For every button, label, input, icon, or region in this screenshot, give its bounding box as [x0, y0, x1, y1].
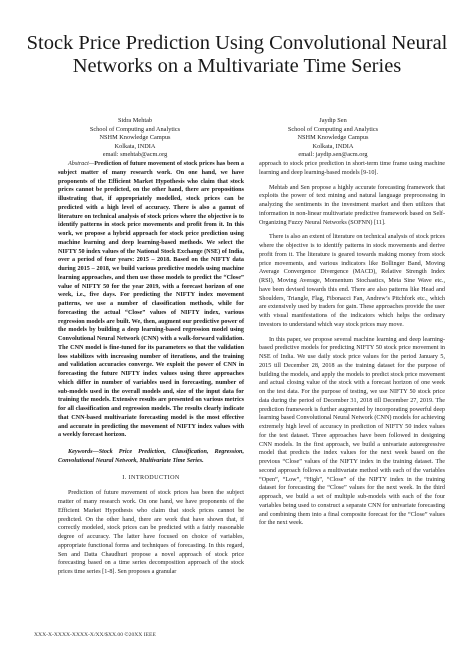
body-paragraph: There is also an extent of literature on technical analysis of stock prices where the objective is to identify patterns in stock movements and derive profit from it. The literature is geared towards making money from stock price movements, and various indicators like Bollinger Band, Moving Average Convergence Divergence (MACD), Relative Strength Index (RSI), Moving Average, Momentum Stochastics, Meta Sine Wave etc., have been devised towards this end. There are also patterns like Head and Shoulders, Triangle, Flag, Fibonacci Fan, Andrew’s Pitchfork etc., which are extensively used by traders for gain. These approaches provide the user with visual manifestations of the indicators which helps the ordinary investors to understand which way stock prices may move. [259, 234, 445, 328]
body-paragraph: Mehtab and Sen propose a highly accurate forecasting framework that exploits the power of text mining and natural language preprocessing in analyzing the sentiments in the investment market and then utilizes that information in non-linear multivariate predictive framework based on Self-Organizing Fuzzy Neural Networks (SOFNN) [11]. [259, 184, 445, 226]
author-institution: NSHM Knowledge Campus [99, 134, 171, 142]
abstract-label: Abstract— [68, 161, 95, 167]
paper-title: Stock Price Prediction Using Convolutional Neural Networks on a Multivariate Time Series [26, 32, 448, 77]
author-dept: School of Computing and Analytics [287, 125, 379, 133]
body-paragraph: approach to stock price prediction in short-term time frame using machine learning and deep learning-based models [9-10]. [259, 161, 445, 176]
author-name: Jaydip Sen [319, 117, 347, 124]
copyright-footer: XXX-X-XXXX-XXXX-X/XX/$XX.00 ©20XX IEEE [34, 632, 156, 638]
intro-paragraph: Prediction of future movement of stock prices has been the subject matter of many research work. On one hand, we have proponents of the Efficient Market Hypothesis who claim that stock prices cannot be predicted. On the other hand, there are work that have shown that, if correctly modeled, stock prices can be predicted with a fairly reasonable degree of accuracy. The latter have focused on choice of variables, appropriate functional forms and techniques of forecasting. In this regard, Sen and Datta Chaudhuri propose a novel approach of stock price forecasting based on a time series decomposition approach of the stock prices time series [1-8]. Sen proposes a granular [58, 490, 244, 575]
abstract-text: Prediction of future movement of stock prices has been a subject matter of many research work. On one hand, we have proponents of the Efficient Market Hypothesis who claim that stock prices cannot be predicted, on the other hand, there are propositions illustrating that, if appropriately modelled, stock prices can be predicted with a high level of accuracy. There is also a gamut of literature on technical analysis of stock prices where the objective is to identify patterns in stock price movements and profit from it. In this work, we propose a hybrid approach for stock price prediction using machine learning and deep learning-based methods. We select the NIFTY 50 index values of the National Stock Exchange (NSE) of India, over a period of four years: 2015 – 2018. Based on the NIFTY data during 2015 – 2018, we build various predictive models using machine learning approaches, and then use those models to predict the “Close” value of NIFTY 50 for the year 2019, with a forecast horizon of one week, i.e., five days. For predicting the NIFTY index movement patterns, we use a number of classification methods, while for forecasting the actual “Close” values of NIFTY index, various regression models are built. We, then, augment our predictive power of the models by building a deep learning-based regression model using Convolutional Neural Network (CNN) with a walk-forward validation. The CNN model is fine-tuned for its parameters so that the validation loss stabilizes with increasing number of iterations, and the training and validation accuracies converge. We exploit the power of CNN in forecasting the future NIFTY index values using three approaches which differ in number of variables used in forecasting, number of sub-models used in the overall models and, size of the input data for training the models. Extensive results are presented on various metrics for all classification and regression models. The results clearly indicate that CNN-based multivariate forecasting model is the most effective and accurate in predicting the movement of NIFTY index values with a weekly forecast horizon. [58, 161, 244, 439]
section-heading: I. INTRODUCTION [122, 474, 180, 481]
author-dept: School of Computing and Analytics [89, 125, 181, 133]
author-email: email: smehtab@acm.org [102, 151, 168, 159]
body-paragraph: In this paper, we propose several machine learning and deep learning-based predictive models for predicting NIFTY 50 stock price movement in NSE of India. We use daily stock price values for the period January 5, 2015 till December 28, 2018 as the training dataset for the purpose of building the models, and apply the models to predict stock price movement and actual closing value of the stock with a forecast horizon of one week on the test data. For the purpose of testing, we use NIFTY 50 stock price data during the period of December 31, 2018 till December 27, 2019. The prediction framework is further augmented by incorporating powerful deep learning based Convolutional Neural Network (CNN) models for achieving extremely high level of accuracy in prediction of NIFTY 50 index values for the test dataset. Three approaches have been followed in designing CNN models. In the first approach, we build a univariate autoregressive model that predicts the index values for the next week based on the previous “Close” values of the NIFTY index in the training dataset. The second approach follows a multivariate method with each of the variables “Open”, “Low”, “High”, “Close” of the NIFTY index in the training dataset for forecasting the “Close” values for the next week. In the third approach, we build a set of multiple sub-models with each of the four variables being used to construct a separate CNN for univariate forecasting and combining them into a final composite forecast for the “Close” values for the next week. [259, 336, 445, 527]
author-block-2 [248, 117, 418, 160]
author-location: Kolkata, INDIA [312, 142, 354, 150]
left-column [58, 160, 244, 577]
author-name: Sidra Mehtab [117, 117, 153, 124]
author-email: email: jaydip.sen@acm.org [298, 151, 368, 159]
author-block-1 [50, 117, 220, 160]
author-institution: NSHM Knowledge Campus [297, 134, 369, 142]
abstract [58, 160, 244, 440]
author-location: Kolkata, INDIA [114, 142, 156, 150]
right-column [259, 160, 445, 528]
keywords: Keywords—Stock Price Prediction, Classification, Regression, Convolutional Neural Network, Multivariate Time Series. [58, 449, 244, 464]
